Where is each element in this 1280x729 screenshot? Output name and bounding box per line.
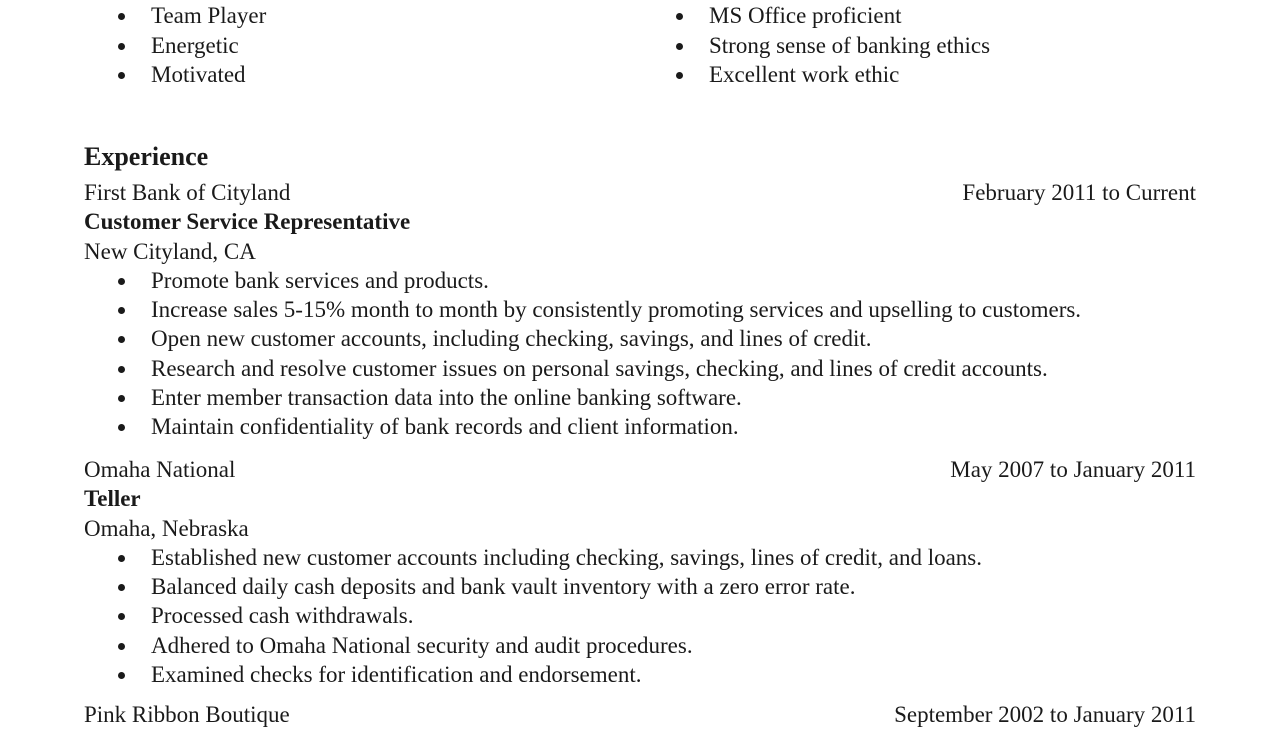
job-duty-item: Processed cash withdrawals. — [118, 601, 1196, 630]
job-header-row — [84, 455, 1196, 484]
skills-left-list — [118, 0, 279, 89]
job-dates: May 2007 to January 2011 — [950, 457, 1196, 482]
skill-item: Strong sense of banking ethics — [676, 31, 990, 60]
job-employer: Pink Ribbon Boutique — [84, 702, 290, 727]
job-title: Teller — [84, 486, 141, 512]
job-entry — [84, 178, 1196, 442]
skill-item: MS Office proficient — [676, 1, 990, 30]
job-employer: Omaha National — [84, 457, 236, 482]
job-dates: September 2002 to January 2011 — [894, 702, 1196, 727]
job-location: Omaha, Nebraska — [84, 515, 249, 541]
skills-section — [0, 0, 1280, 132]
job-header-row — [84, 178, 1196, 207]
job-duty-item: Balanced daily cash deposits and bank vault inventory with a zero error rate. — [118, 572, 1196, 601]
job-duty-item: Established new customer accounts including checking, savings, lines of credit, and loans. — [118, 543, 1196, 572]
job-duty-item: Open new customer accounts, including checking, savings, and lines of credit. — [118, 324, 1196, 353]
job-duty-item: Examined checks for identification and endorsement. — [118, 660, 1196, 689]
job-duties-list — [84, 266, 1196, 442]
job-header-row — [84, 700, 1196, 729]
job-location: New Cityland, CA — [84, 238, 256, 264]
job-employer: First Bank of Cityland — [84, 180, 291, 205]
skill-item: Team Player — [118, 1, 279, 30]
job-duty-item: Promote bank services and products. — [118, 266, 1196, 295]
job-duties-list — [84, 543, 1196, 689]
skill-item: Motivated — [118, 60, 279, 89]
job-duty-item: Increase sales 5-15% month to month by consistently promoting services and upselling to customers. — [118, 295, 1196, 324]
skill-item: Energetic — [118, 31, 279, 60]
job-duty-item: Enter member transaction data into the online banking software. — [118, 383, 1196, 412]
skill-item: Excellent work ethic — [676, 60, 990, 89]
job-entry — [84, 455, 1196, 689]
job-title: Customer Service Representative — [84, 209, 411, 235]
job-duty-item: Maintain confidentiality of bank records and client information. — [118, 412, 1196, 441]
skills-right-list — [676, 0, 990, 89]
job-dates: February 2011 to Current — [962, 180, 1196, 205]
job-duty-item: Adhered to Omaha National security and audit procedures. — [118, 631, 1196, 660]
job-duty-item: Research and resolve customer issues on personal savings, checking, and lines of credit accounts. — [118, 354, 1196, 383]
experience-heading: Experience — [84, 142, 209, 171]
job-entry — [84, 700, 1196, 729]
